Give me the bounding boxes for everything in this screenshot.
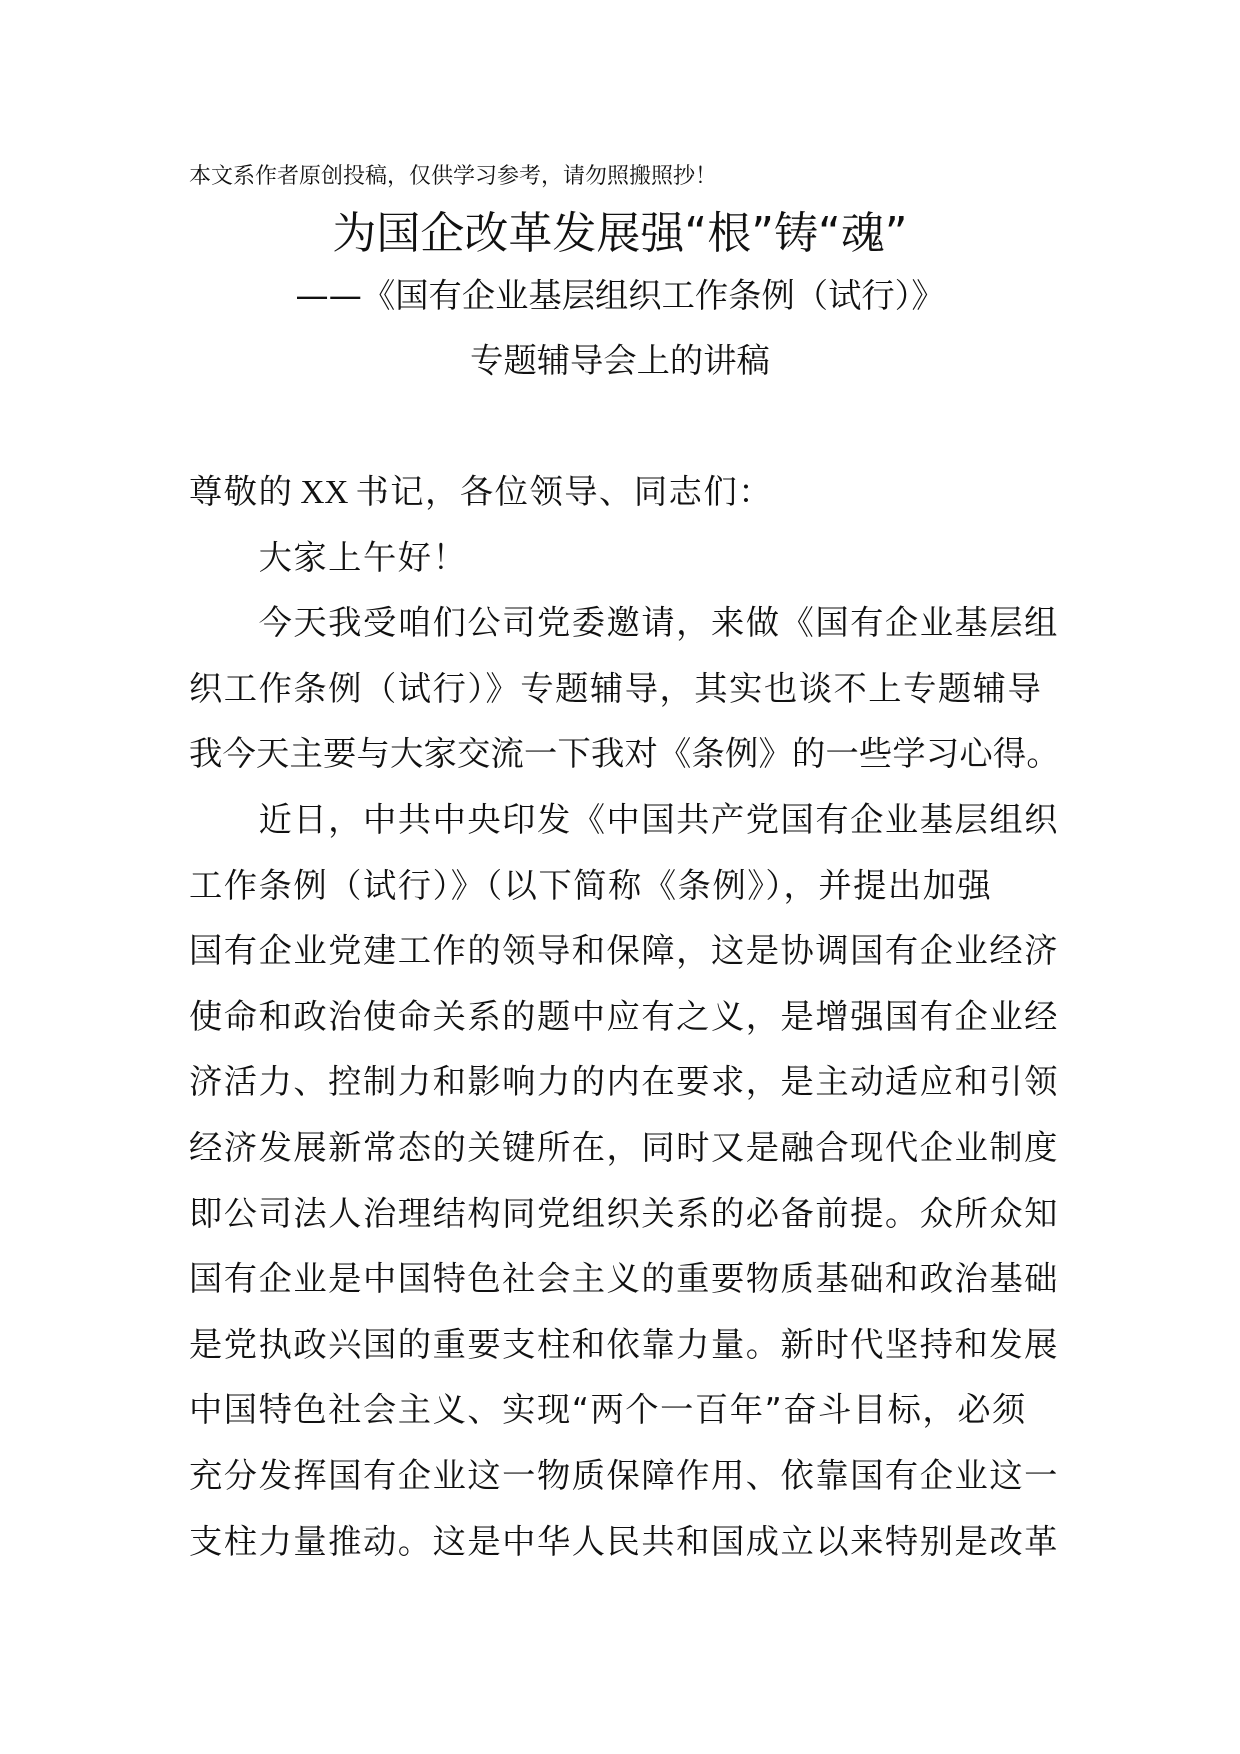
paragraph-line: 工作条例（试行）》（以下简称《条例》），并提出加强 [189,865,993,905]
paragraph-line: 今天我受咱们公司党委邀请，来做《国有企业基层组 [258,603,1059,643]
paragraph-2 [189,787,1109,1574]
paragraph-line: 使命和政治使命关系的题中应有之义，是增强国有企业经 [189,996,1059,1036]
paragraph-line: 中国特色社会主义、实现“两个一百年”奋斗目标，必须 [189,1390,1027,1430]
salutation [189,459,1109,525]
author-notice: 本文系作者原创投稿，仅供学习参考，请勿照搬照抄！ [189,164,718,189]
paragraph-line: 国有企业党建工作的领导和保障，这是协调国有企业经济 [189,931,1059,971]
speech-body [189,459,1109,1574]
paragraph-line: 经济发展新常态的关键所在，同时又是融合现代企业制度 [189,1127,1059,1167]
paragraph-line: 济活力、控制力和影响力的内在要求，是主动适应和引领 [189,1062,1059,1102]
paragraph-line: 国有企业是中国特色社会主义的重要物质基础和政治基础 [189,1259,1059,1299]
salutation-prefix: 尊敬的 [189,472,294,511]
paragraph-1 [189,590,1109,787]
paragraph-line: 织工作条例（试行）》专题辅导，其实也谈不上专题辅导 [189,668,1043,708]
salutation-name: XX [300,474,349,511]
paragraph-line: 我今天主要与大家交流一下我对《条例》的一些学习心得。 [189,734,1060,774]
salutation-suffix: 书记，各位领导、同志们： [355,472,774,511]
subtitle-line-2: 专题辅导会上的讲稿 [470,341,770,380]
paragraph-line: 近日，中共中央印发《中国共产党国有企业基层组织 [258,799,1059,839]
paragraph-line: 是党执政兴国的重要支柱和依靠力量。新时代坚持和发展 [189,1324,1059,1364]
greeting-line: 大家上午好！ [258,537,468,577]
paragraph-line: 即公司法人治理结构同党组织关系的必备前提。众所众知 [189,1193,1059,1233]
subtitle-line-1: ——《国有企业基层组织工作条例（试行）》 [295,276,945,315]
paragraph-line: 支柱力量推动。这是中华人民共和国成立以来特别是改革 [189,1521,1059,1561]
paragraph-line: 充分发挥国有企业这一物质保障作用、依靠国有企业这一 [189,1455,1059,1495]
document-title: 为国企改革发展强“根”铸“魂” [332,208,908,259]
